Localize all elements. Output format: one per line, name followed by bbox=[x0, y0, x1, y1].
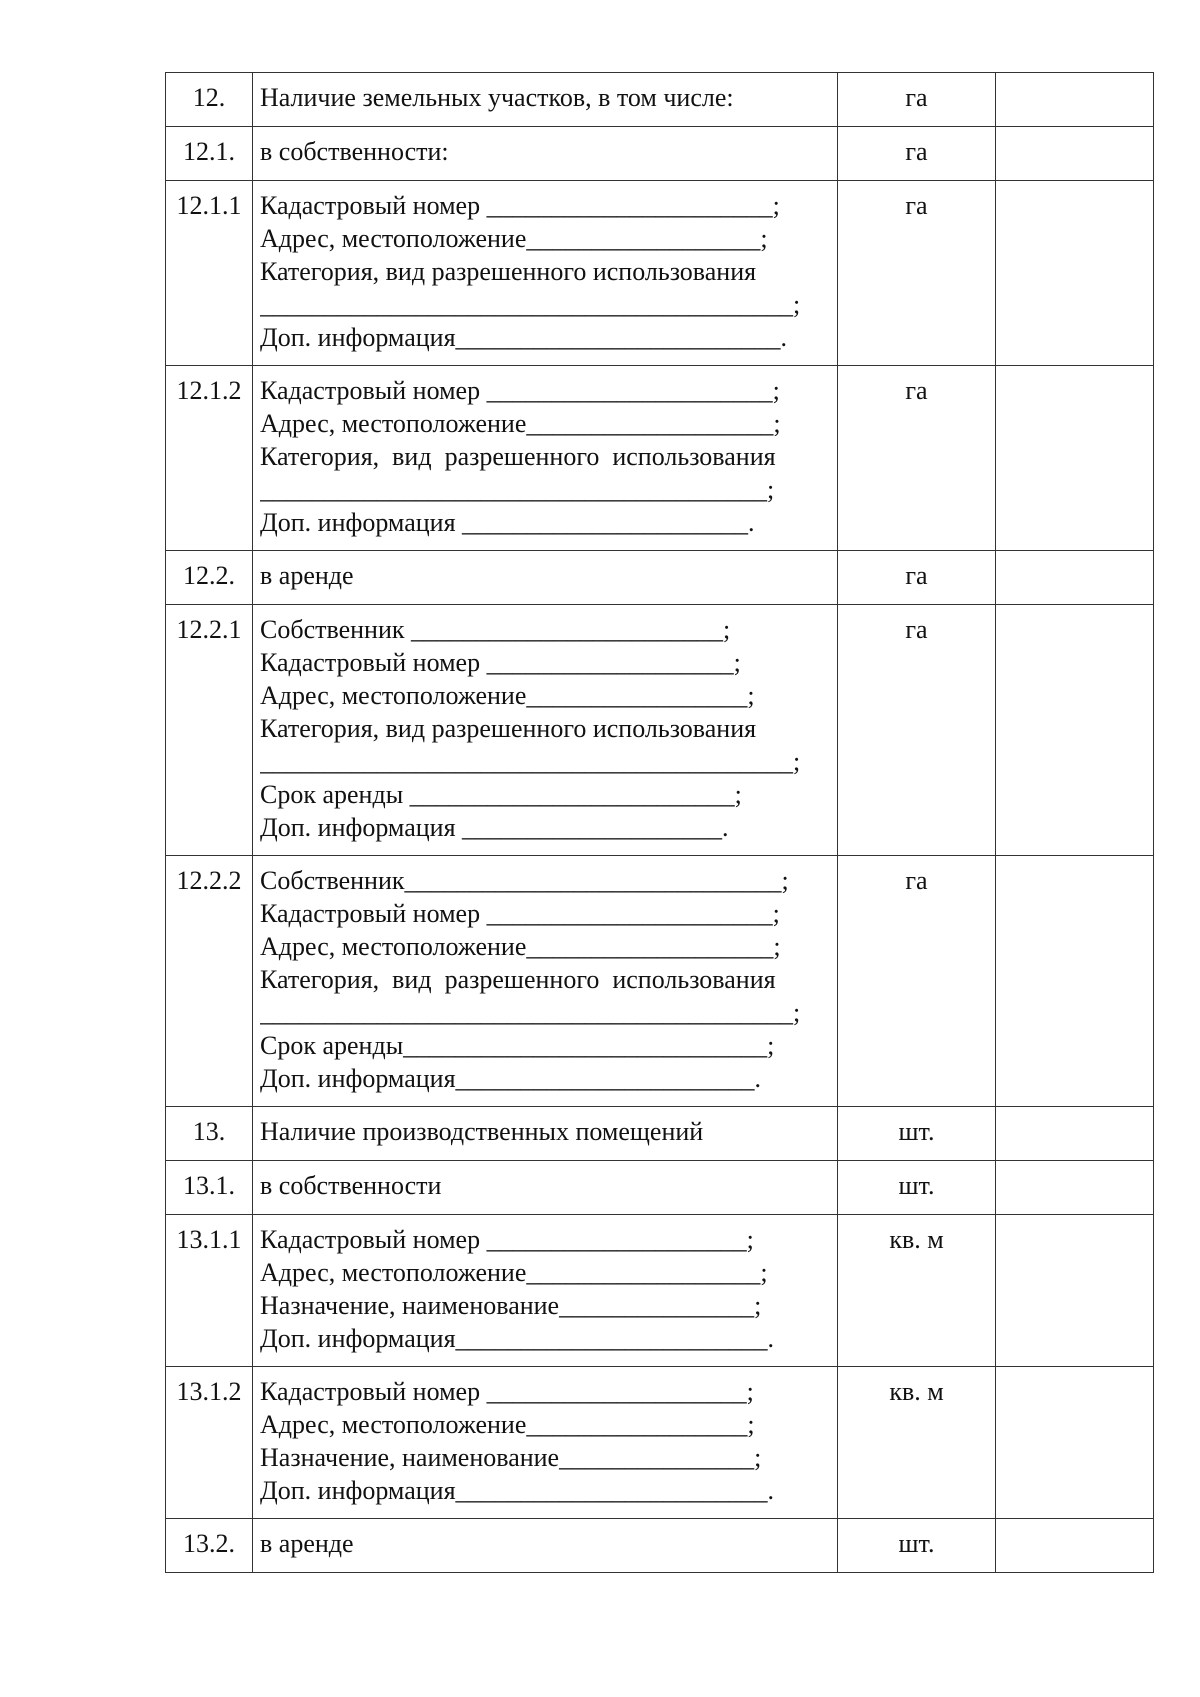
description-line: Собственник_____________________________; bbox=[260, 866, 789, 895]
description-line: Кадастровый номер ______________________; bbox=[260, 376, 780, 405]
value-cell[interactable] bbox=[996, 1215, 1154, 1367]
description-line: Адрес, местоположение__________________; bbox=[260, 1258, 768, 1287]
value-cell[interactable] bbox=[996, 1161, 1154, 1215]
row-number-cell bbox=[166, 605, 253, 856]
value-cell[interactable] bbox=[996, 181, 1154, 366]
row-number: 13.1.1 bbox=[176, 1225, 242, 1254]
description-line: Категория, вид разрешенного использования bbox=[260, 714, 757, 743]
row-number-cell bbox=[166, 1107, 253, 1161]
description-line: _______________________________________; bbox=[260, 475, 775, 504]
row-number-cell bbox=[166, 551, 253, 605]
description-line: Адрес, местоположение___________________; bbox=[260, 932, 781, 961]
description-line: Доп. информация________________________. bbox=[260, 1324, 775, 1353]
row-description-cell bbox=[253, 1215, 838, 1367]
land-and-premises-table bbox=[165, 72, 1154, 1573]
description-line: Доп. информация_______________________. bbox=[260, 1064, 762, 1093]
description-line: Кадастровый номер ___________________; bbox=[260, 648, 741, 677]
unit-cell bbox=[838, 1107, 996, 1161]
description-line: _________________________________________; bbox=[260, 998, 801, 1027]
unit-cell bbox=[838, 127, 996, 181]
table-row bbox=[166, 181, 1154, 366]
table-row bbox=[166, 366, 1154, 551]
unit-label: га bbox=[905, 191, 928, 220]
description-line: Назначение, наименование_______________; bbox=[260, 1443, 762, 1472]
unit-cell bbox=[838, 73, 996, 127]
table-row bbox=[166, 127, 1154, 181]
unit-label: кв. м bbox=[889, 1225, 944, 1254]
description-line: Адрес, местоположение_________________; bbox=[260, 681, 755, 710]
row-number-cell bbox=[166, 366, 253, 551]
table-body bbox=[166, 73, 1154, 1573]
description-line: Категория, вид разрешенного использования bbox=[260, 257, 757, 286]
row-number: 12.1.2 bbox=[176, 376, 242, 405]
description-line: в собственности bbox=[260, 1171, 442, 1200]
row-description-cell bbox=[253, 181, 838, 366]
row-number-cell bbox=[166, 1215, 253, 1367]
unit-cell bbox=[838, 1519, 996, 1573]
table-row bbox=[166, 856, 1154, 1107]
row-description-cell bbox=[253, 73, 838, 127]
row-description-cell bbox=[253, 1161, 838, 1215]
unit-cell bbox=[838, 1161, 996, 1215]
row-description-cell bbox=[253, 1107, 838, 1161]
description-line: в собственности: bbox=[260, 137, 449, 166]
row-description-cell bbox=[253, 551, 838, 605]
unit-label: га bbox=[905, 376, 928, 405]
description-line: Наличие земельных участков, в том числе: bbox=[260, 83, 734, 112]
description-line: Адрес, местоположение__________________; bbox=[260, 224, 768, 253]
row-number: 12.2. bbox=[183, 561, 235, 590]
value-cell[interactable] bbox=[996, 127, 1154, 181]
unit-cell bbox=[838, 366, 996, 551]
row-number-cell bbox=[166, 1367, 253, 1519]
unit-label: га bbox=[905, 615, 928, 644]
description-line: Категория, вид разрешенного использования bbox=[260, 965, 776, 994]
table-row bbox=[166, 551, 1154, 605]
row-description-cell bbox=[253, 1519, 838, 1573]
description-line: Срок аренды____________________________; bbox=[260, 1031, 775, 1060]
description-line: Срок аренды _________________________; bbox=[260, 780, 742, 809]
description-line: Наличие производственных помещений bbox=[260, 1117, 704, 1146]
row-number: 12.1. bbox=[183, 137, 235, 166]
unit-label: га bbox=[905, 561, 928, 590]
table-row bbox=[166, 1519, 1154, 1573]
value-cell[interactable] bbox=[996, 605, 1154, 856]
description-line: Категория, вид разрешенного использования bbox=[260, 442, 776, 471]
unit-cell bbox=[838, 181, 996, 366]
description-line: Доп. информация ____________________. bbox=[260, 813, 729, 842]
unit-label: кв. м bbox=[889, 1377, 944, 1406]
value-cell[interactable] bbox=[996, 856, 1154, 1107]
description-line: Доп. информация ______________________. bbox=[260, 508, 755, 537]
description-line: Доп. информация_________________________. bbox=[260, 323, 788, 352]
description-line: Доп. информация________________________. bbox=[260, 1476, 775, 1505]
value-cell[interactable] bbox=[996, 366, 1154, 551]
row-number-cell bbox=[166, 1519, 253, 1573]
unit-cell bbox=[838, 551, 996, 605]
row-description-cell bbox=[253, 1367, 838, 1519]
row-number: 12.1.1 bbox=[176, 191, 242, 220]
row-number-cell bbox=[166, 181, 253, 366]
row-number-cell bbox=[166, 856, 253, 1107]
row-number-cell bbox=[166, 73, 253, 127]
value-cell[interactable] bbox=[996, 1519, 1154, 1573]
description-line: Кадастровый номер ____________________; bbox=[260, 1225, 754, 1254]
row-number: 12.2.1 bbox=[176, 615, 242, 644]
description-line: в аренде bbox=[260, 561, 354, 590]
table-row bbox=[166, 605, 1154, 856]
table-row bbox=[166, 1161, 1154, 1215]
unit-label: шт. bbox=[898, 1171, 935, 1200]
row-number: 13. bbox=[192, 1117, 226, 1146]
description-line: Кадастровый номер ______________________; bbox=[260, 899, 780, 928]
unit-label: шт. bbox=[898, 1529, 935, 1558]
unit-cell bbox=[838, 1215, 996, 1367]
description-line: в аренде bbox=[260, 1529, 354, 1558]
table-row bbox=[166, 1215, 1154, 1367]
description-line: Кадастровый номер ____________________; bbox=[260, 1377, 754, 1406]
description-line: _________________________________________; bbox=[260, 290, 801, 319]
description-line: Кадастровый номер ______________________; bbox=[260, 191, 780, 220]
row-description-cell bbox=[253, 605, 838, 856]
unit-cell bbox=[838, 605, 996, 856]
unit-label: га bbox=[905, 866, 928, 895]
row-number: 13.1.2 bbox=[176, 1377, 242, 1406]
description-line: Назначение, наименование_______________; bbox=[260, 1291, 762, 1320]
description-line: Собственник ________________________; bbox=[260, 615, 731, 644]
row-number: 12. bbox=[192, 83, 226, 112]
value-cell[interactable] bbox=[996, 551, 1154, 605]
row-description-cell bbox=[253, 856, 838, 1107]
value-cell[interactable] bbox=[996, 1107, 1154, 1161]
table-row bbox=[166, 1107, 1154, 1161]
description-line: Адрес, местоположение_________________; bbox=[260, 1410, 755, 1439]
row-number: 12.2.2 bbox=[176, 866, 242, 895]
description-line: Адрес, местоположение___________________; bbox=[260, 409, 781, 438]
description-line: _________________________________________; bbox=[260, 747, 801, 776]
table-row bbox=[166, 73, 1154, 127]
row-number-cell bbox=[166, 1161, 253, 1215]
row-number: 13.2. bbox=[183, 1529, 235, 1558]
row-number-cell bbox=[166, 127, 253, 181]
row-description-cell bbox=[253, 127, 838, 181]
table-row bbox=[166, 1367, 1154, 1519]
unit-cell bbox=[838, 856, 996, 1107]
unit-cell bbox=[838, 1367, 996, 1519]
unit-label: шт. bbox=[898, 1117, 935, 1146]
unit-label: га bbox=[905, 83, 928, 112]
value-cell[interactable] bbox=[996, 73, 1154, 127]
unit-label: га bbox=[905, 137, 928, 166]
value-cell[interactable] bbox=[996, 1367, 1154, 1519]
row-description-cell bbox=[253, 366, 838, 551]
row-number: 13.1. bbox=[183, 1171, 235, 1200]
